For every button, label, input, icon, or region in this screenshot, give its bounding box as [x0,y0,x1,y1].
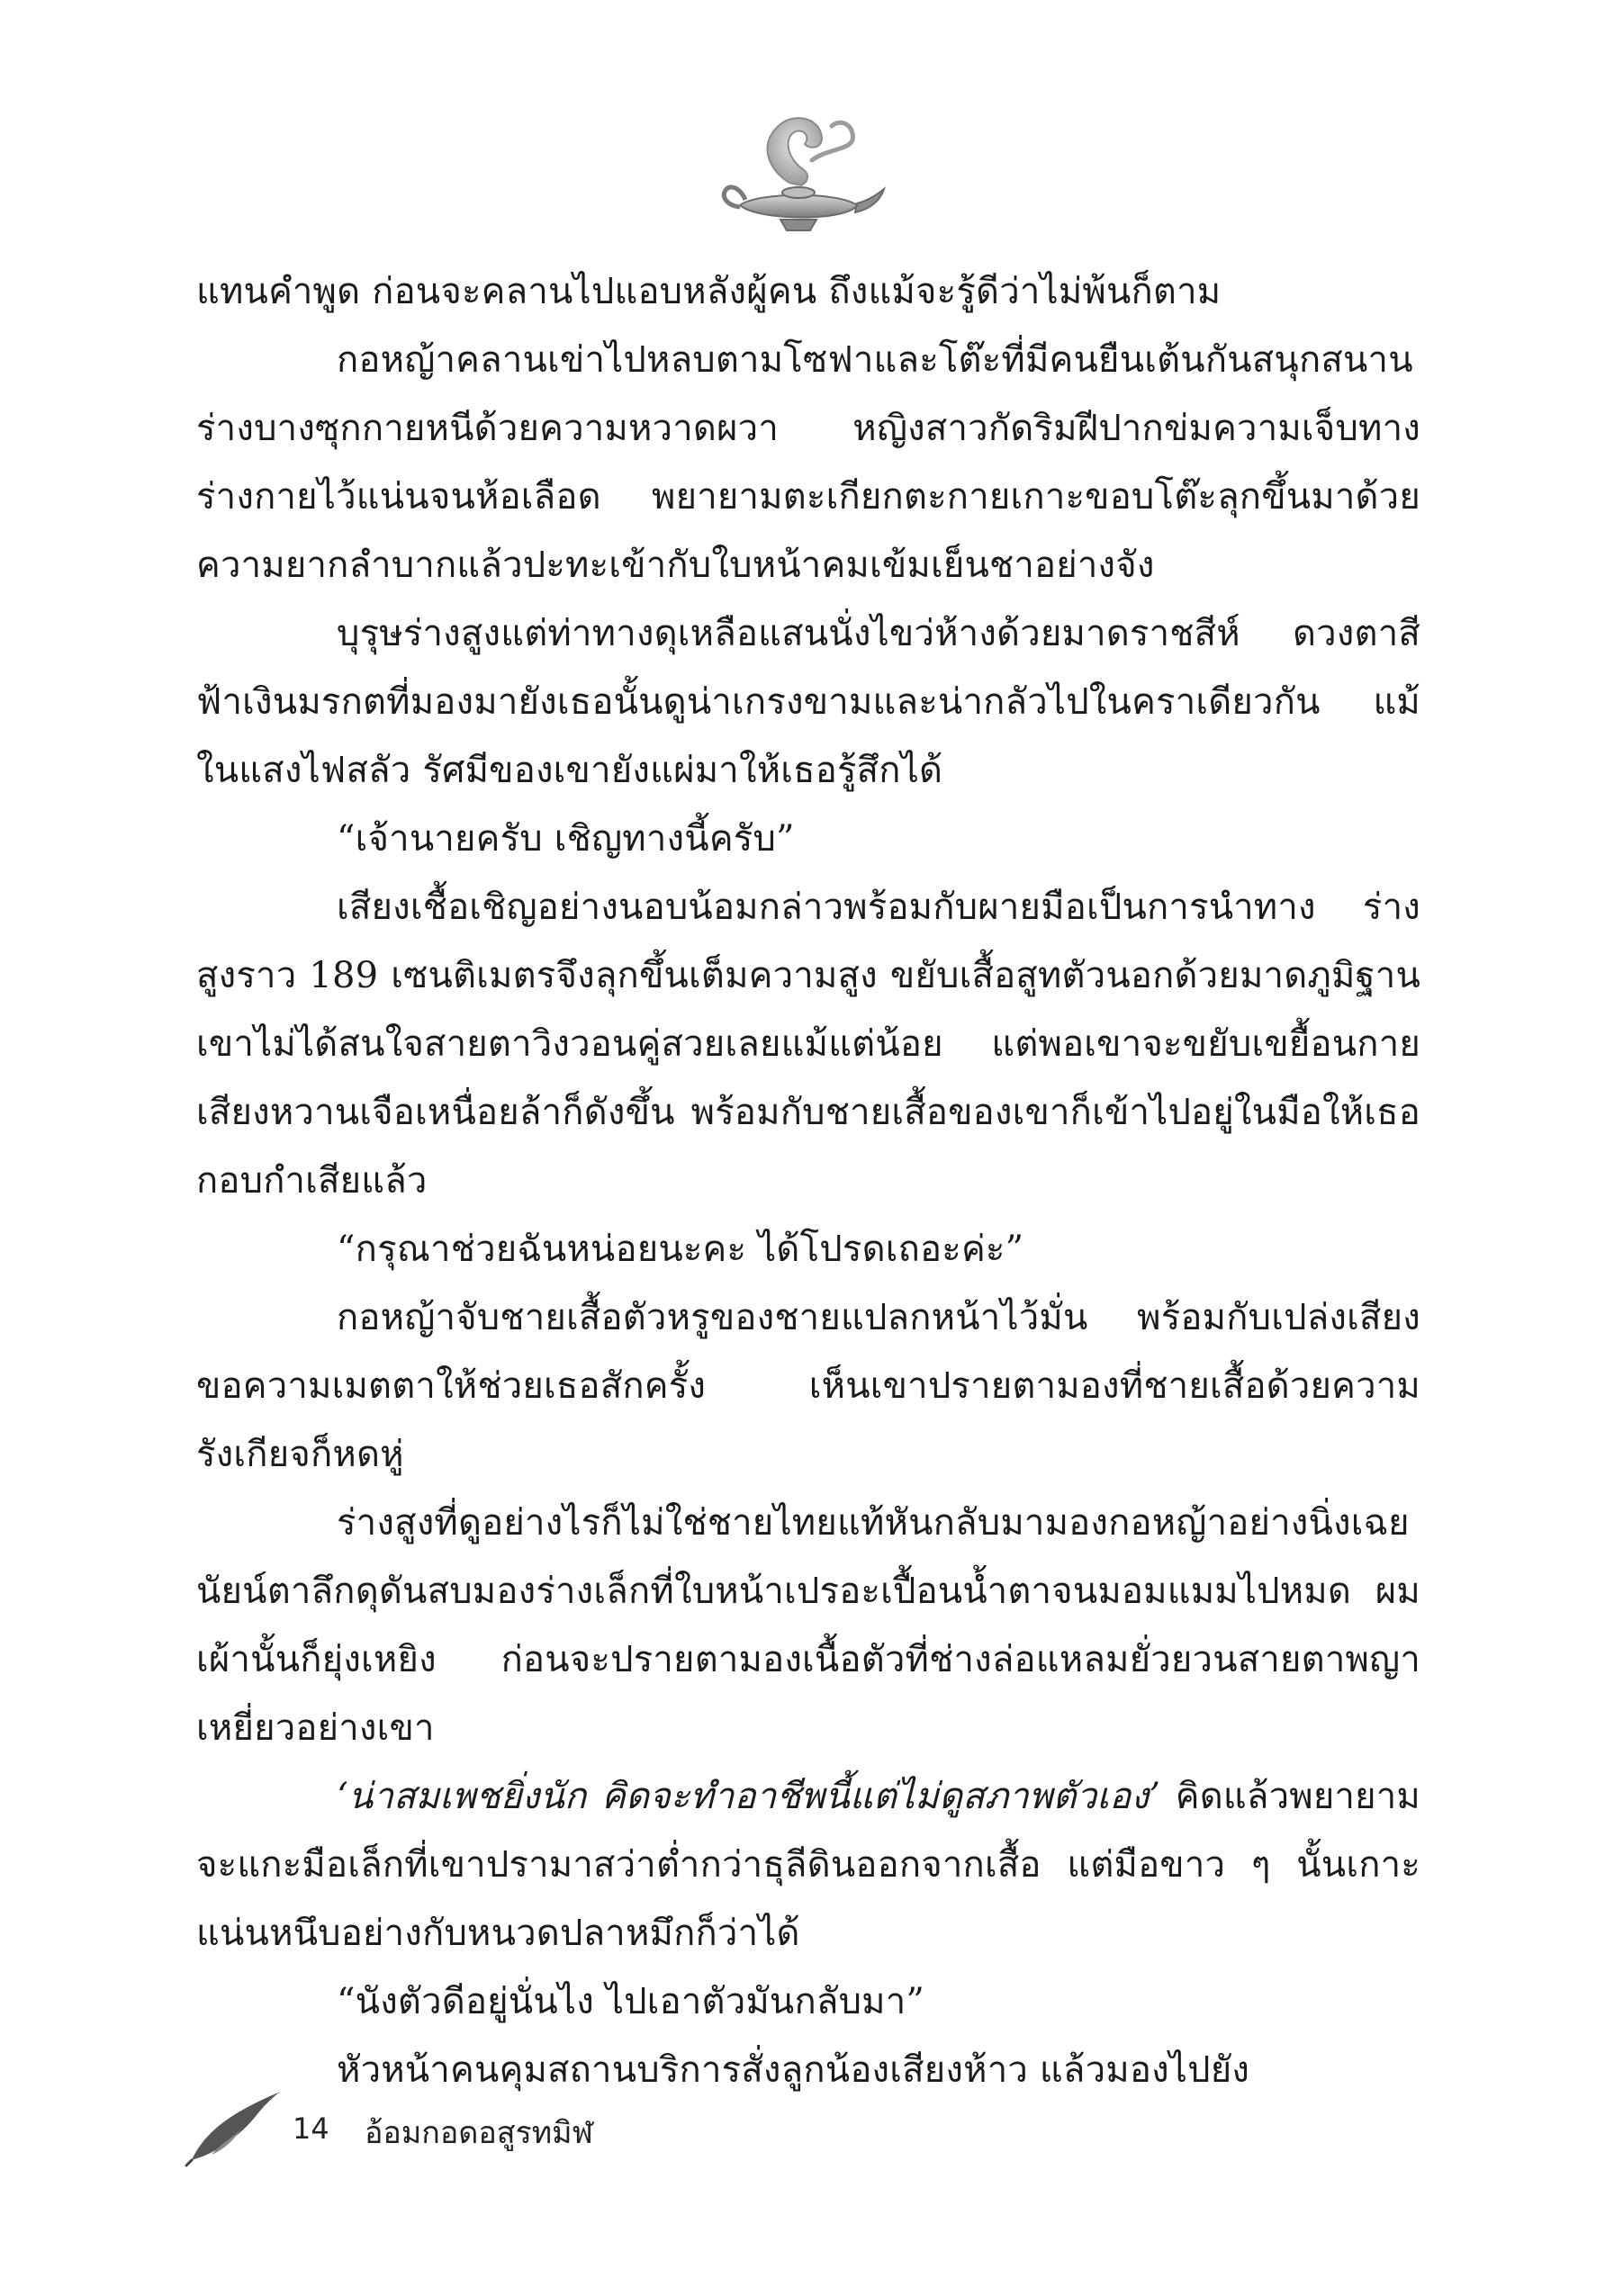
paragraph: แทนคำพูด ก่อนจะคลานไปแอบหลังผู้คน ถึงแม้จะรู้ดีว่าไม่พ้นก็ตาม [196,271,1222,312]
genie-lamp-icon [704,106,893,241]
paragraph: ร่างสูงที่ดูอย่างไรก็ไม่ใช่ชายไทยแท้หันกลับมามองกอหญ้าอย่างนิ่งเฉย นัยน์ตาลึกดุดันสบมองร่างเล็กที่ใบหน้าเปรอะเปื้อนน้ำตาจนมอมแมมไปหมด ผมเผ้านั้นก็ยุ่งเหยิง ก่อนจะปรายตามองเนื้อตัวที่ช่างล่อแหลมยั่วยวนสายตาพญาเหยี่ยวอย่างเขา [196,1502,1420,1749]
paragraph: บุรุษร่างสูงแต่ท่าทางดุเหลือแสนนั่งไขว่ห้างด้วยมาดราชสีห์ ดวงตาสีฟ้าเงินมรกตที่มองมายังเธอนั้นดูน่าเกรงขามและน่ากลัวไปในคราเดียวกัน แม้ในแสงไฟสลัว รัศมีของเขายังแผ่มาให้เธอรู้สึกได้ [196,613,1420,791]
page-number: 14 [293,2111,329,2146]
feather-icon [185,2086,284,2167]
dialogue-line: “นังตัวดีอยู่นั่นไง ไปเอาตัวมันกลับมา” [337,1981,925,2022]
dialogue-line: “กรุณาช่วยฉันหน่อยนะคะ ได้โปรดเถอะค่ะ” [337,1229,1024,1270]
body-text [196,257,1420,2104]
paragraph [196,1762,1420,1967]
book-title: อ้อมกอดอสูรทมิฬ [365,2115,593,2151]
paragraph: หัวหน้าคนคุมสถานบริการสั่งลูกน้องเสียงห้าว แล้วมองไปยัง [337,2049,1250,2091]
paragraph: กอหญ้าจับชายเสื้อตัวหรูของชายแปลกหน้าไว้มั่น พร้อมกับเปล่งเสียงขอความเมตตาให้ช่วยเธอสักครั้ง เห็นเขาปรายตามองที่ชายเสื้อด้วยความรังเกียจก็หดหู่ [196,1297,1420,1475]
paragraph: เสียงเชื้อเชิญอย่างนอบน้อมกล่าวพร้อมกับผายมือเป็นการนำทาง ร่างสูงราว 189 เซนติเมตรจึงลุกขึ้นเต็มความสูง ขยับเสื้อสูทตัวนอกด้วยมาดภูมิฐาน เขาไม่ได้สนใจสายตาวิงวอนคู่สวยเลยแม้แต่น้อย แต่พอเขาจะขยับเขยื้อนกาย เสียงหวานเจือเหนื่อยล้าก็ดังขึ้น พร้อมกับชายเสื้อของเขาก็เข้าไปอยู่ในมือให้เธอกอบกำเสียแล้ว [196,887,1420,1202]
paragraph-text: คิดแล้วพยายามจะแกะมือเล็กที่เขาปรามาสว่าต่ำกว่าธุลีดินออกจากเสื้อ แต่มือขาว ๆ นั้นเกาะแน่นหนึบอย่างกับหนวดปลาหมึกก็ว่าได้ [196,1776,1421,1954]
paragraph: กอหญ้าคลานเข่าไปหลบตามโซฟาและโต๊ะที่มีคนยืนเต้นกันสนุกสนาน ร่างบางซุกกายหนีด้วยความหวาดผวา หญิงสาวกัดริมฝีปากข่มความเจ็บทางร่างกายไว้แน่นจนห้อเลือด พยายามตะเกียกตะกายเกาะขอบโต๊ะลุกขึ้นมาด้วยความยากลำบากแล้วปะทะเข้ากับใบหน้าคมเข้มเย็นชาอย่างจัง [196,339,1420,586]
page-footer [185,2086,815,2167]
dialogue-line: “เจ้านายครับ เชิญทางนี้ครับ” [337,818,795,860]
inner-thought: ‘น่าสมเพชยิ่งนัก คิดจะทำอาชีพนี้แต่ไม่ดูสภาพตัวเอง’ [337,1776,1161,1817]
